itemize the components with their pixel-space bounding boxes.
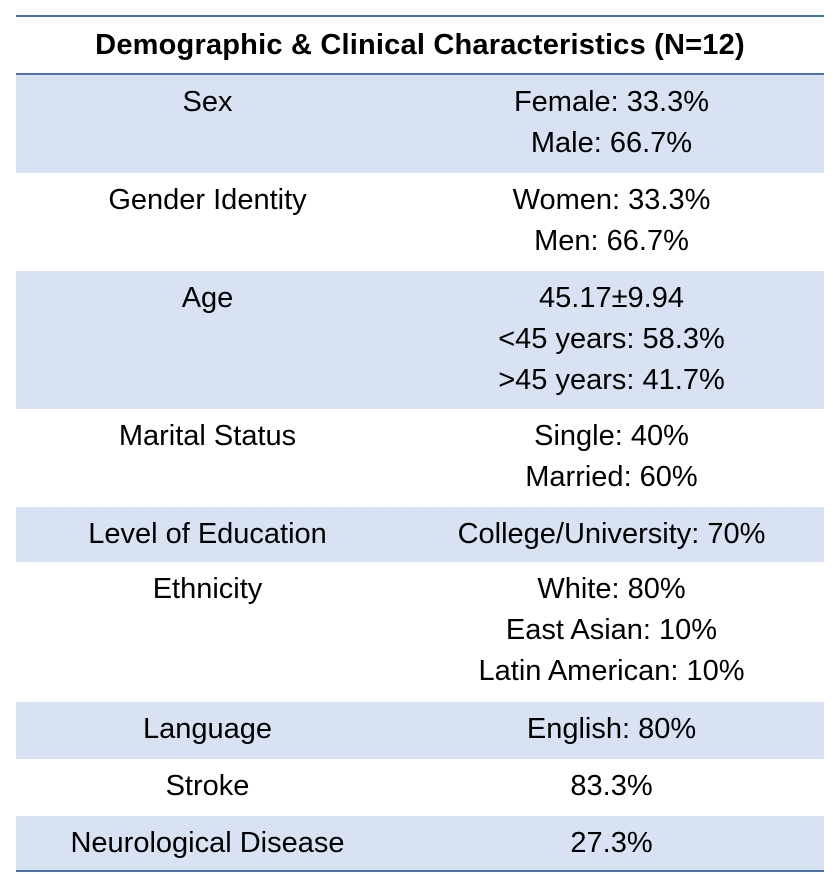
value-line: >45 years: 41.7% [498, 364, 725, 396]
value-line: Women: 33.3% [512, 184, 711, 216]
value-line: College/University: 70% [457, 518, 766, 550]
row-label: Neurological Disease [70, 827, 345, 859]
value-line: 27.3% [570, 827, 653, 859]
row-label: Level of Education [88, 518, 327, 550]
value-line: Male: 66.7% [530, 127, 693, 159]
value-line: Men: 66.7% [534, 225, 689, 257]
table-row-gender-identity [16, 173, 824, 271]
value-line: Latin American: 10% [478, 655, 745, 687]
value-line: <45 years: 58.3% [498, 323, 725, 355]
row-value [399, 816, 824, 870]
table-row-stroke [16, 759, 824, 816]
row-label: Stroke [165, 770, 250, 802]
value-line: East Asian: 10% [505, 614, 718, 646]
characteristics-table [16, 15, 824, 872]
table-row-age [16, 271, 824, 409]
value-line: 45.17±9.94 [539, 282, 684, 314]
row-value [399, 173, 824, 271]
value-line: Single: 40% [534, 420, 689, 452]
value-line: Married: 60% [525, 461, 698, 493]
row-label: Marital Status [118, 420, 297, 452]
row-value [399, 271, 824, 409]
table-row-marital-status [16, 409, 824, 507]
row-value [399, 75, 824, 173]
table-row-ethnicity [16, 562, 824, 702]
row-value [399, 562, 824, 702]
row-value [399, 702, 824, 759]
row-value [399, 759, 824, 816]
table-row-education [16, 507, 824, 562]
row-label: Ethnicity [152, 573, 263, 605]
row-value [399, 507, 824, 562]
row-value [399, 409, 824, 507]
table-row-sex [16, 75, 824, 173]
row-label: Age [181, 282, 234, 314]
table-row-neurological-disease [16, 816, 824, 870]
value-line: English: 80% [526, 713, 697, 745]
table-row-language [16, 702, 824, 759]
value-line: Female: 33.3% [513, 86, 710, 118]
value-line: 83.3% [570, 770, 653, 802]
row-label: Language [142, 713, 273, 745]
table-title: Demographic & Clinical Characteristics (N=12) [16, 17, 824, 75]
row-label: Sex [182, 86, 233, 118]
value-line: White: 80% [537, 573, 686, 605]
row-label: Gender Identity [108, 184, 307, 216]
